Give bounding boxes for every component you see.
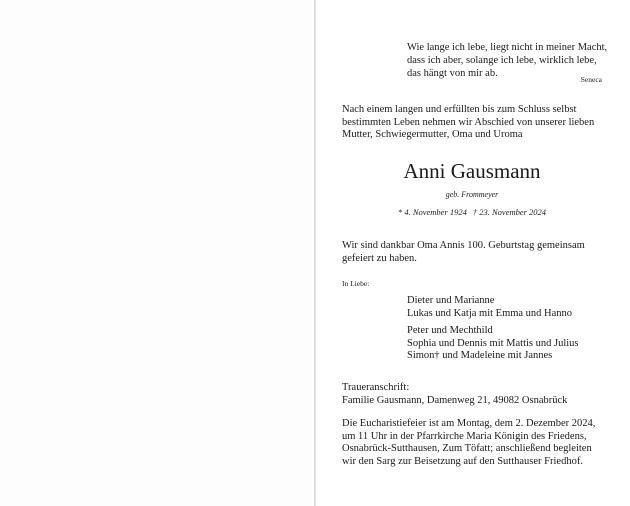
intro-text bbox=[342, 104, 603, 142]
deceased-name: Anni Gausmann bbox=[403, 159, 541, 183]
quote-author: Seneca bbox=[580, 75, 602, 84]
in-love-label: In Liebe: bbox=[342, 279, 370, 288]
mourning-address bbox=[342, 382, 567, 407]
life-dates bbox=[330, 207, 614, 217]
service-line-3: Osnabrück-Sutthausen, Zum Töfatt; anschließend begleiten bbox=[342, 443, 592, 454]
address-value: Familie Gausmann, Damenweg 21, 49082 Osnabrück bbox=[342, 394, 568, 406]
thanks-line-1: Wir sind dankbar Oma Annis 100. Geburtstag gemeinsam bbox=[342, 240, 585, 251]
family-member: Dieter und Marianne bbox=[407, 295, 495, 306]
address-label: Traueranschrift: bbox=[342, 382, 410, 393]
death-date: † 23. November 2024 bbox=[472, 207, 547, 217]
birth-date: * 4. November 1924 bbox=[397, 207, 467, 217]
quote-line-2: dass ich aber, solange ich lebe, wirklich lebe, bbox=[407, 55, 597, 66]
family-member: Peter und Mechthild bbox=[407, 325, 493, 336]
thanks-line-2: gefeiert zu haben. bbox=[342, 252, 417, 264]
family-member: Lukas und Katja mit Emma und Hanno bbox=[407, 307, 573, 319]
quote-line-1: Wie lange ich lebe, liegt nicht in meiner Macht, bbox=[407, 42, 608, 53]
family-group-1 bbox=[407, 295, 572, 320]
intro-line-2: bestimmten Leben nehmen wir Abschied von unserer lieben bbox=[342, 116, 595, 128]
thanks-text bbox=[342, 240, 603, 265]
quote-line-3: das hängt von mir ab. bbox=[407, 68, 498, 79]
service-info bbox=[342, 418, 603, 468]
family-member: Simon† und Madeleine mit Jannes bbox=[407, 350, 553, 361]
family-group-2 bbox=[407, 325, 579, 363]
maiden-name: geb. Frommeyer bbox=[445, 190, 499, 199]
service-line-1: Die Eucharistiefeier ist am Montag, dem 2. Dezember 2024, bbox=[342, 418, 596, 429]
family-member: Sophia und Dennis mit Mattis und Julius bbox=[407, 337, 579, 349]
intro-line-1: Nach einem langen und erfüllten bis zum Schluss selbst bbox=[342, 104, 577, 115]
service-line-2: um 11 Uhr in der Pfarrkirche Maria Königin des Friedens, bbox=[342, 430, 587, 442]
blank-left-page bbox=[0, 0, 314, 506]
service-line-4: wir den Sarg zur Beisetzung auf den Sutthauser Friedhof. bbox=[342, 455, 583, 467]
intro-line-3: Mutter, Schwiegermutter, Oma und Uroma bbox=[342, 129, 523, 140]
